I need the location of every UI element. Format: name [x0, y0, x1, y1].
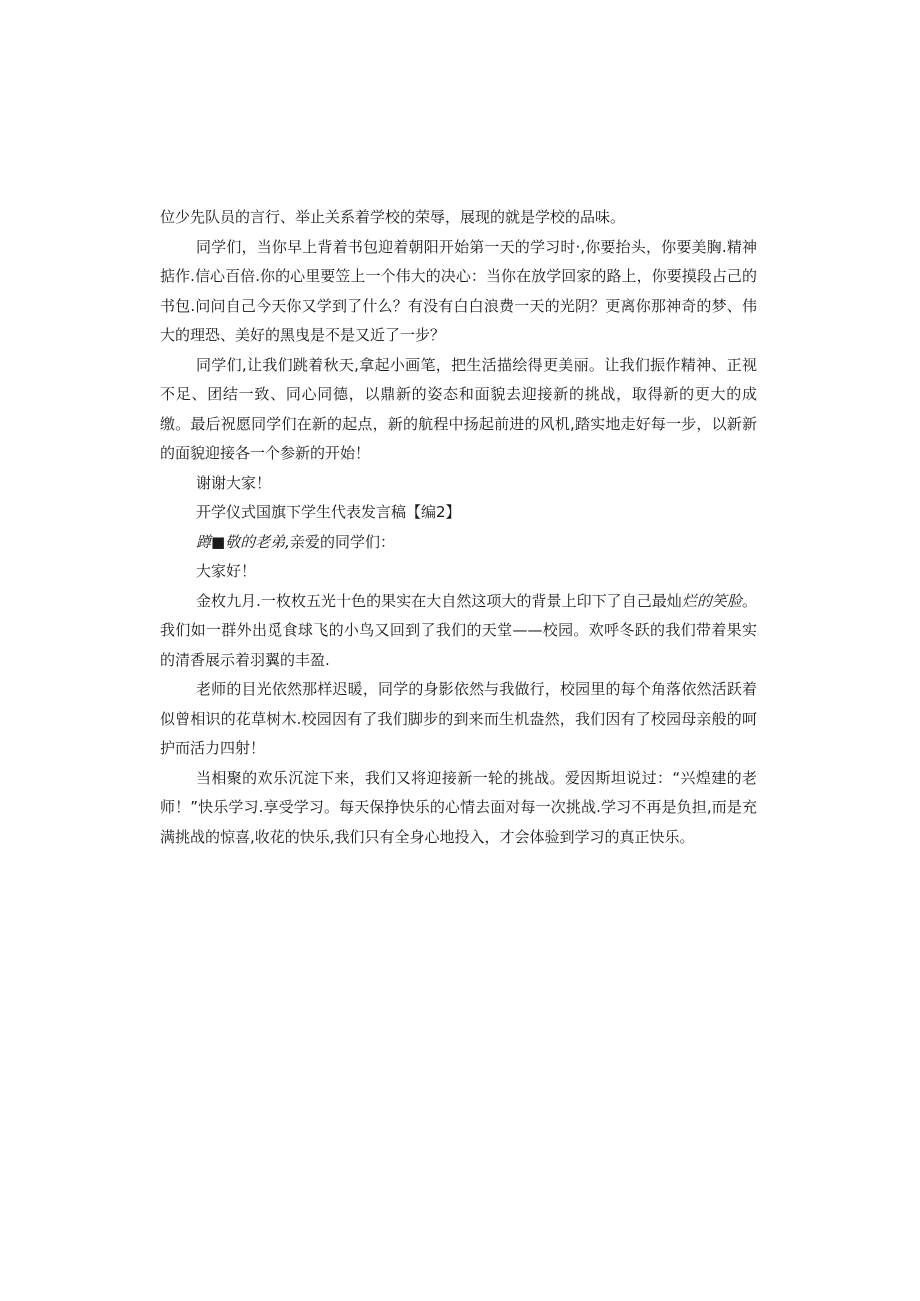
paragraph-teacher: 老师的目光依然那样迟暖，同学的身影依然与我做行，校园里的每个角落依然活跃着似曾相识的花草树木.校园因有了我们脚步的到来而生机盎然，我们因有了校园母亲般的呵护而活力四射！ [160, 680, 757, 757]
paragraph-thanks: 谢谢大家！ [196, 473, 272, 492]
salutation-rest: 亲爱的同学们： [289, 532, 395, 551]
paragraph-autumn: 同学们,让我们跳着秋天,拿起小画笔，把生活描绘得更美丽。让我们振作精神、正视不足、团结一致、同心同德，以鼎新的姿态和面貌去迎接新的挑战，取得新的更大的成缴。最后祝愿同学们在新的起点，新的航程中扬起前进的风机,踏实地走好每一步，以新新的面貌迎接各一个参新的开始！ [160, 355, 757, 462]
paragraph-greeting: 大家好！ [196, 562, 257, 580]
september-italic: 烂的笑脸 [681, 591, 742, 610]
paragraph-challenge: 当相聚的欢乐沉淀下来，我们又将迎接新一轮的挑战。爱因斯坦说过：“兴煌建的老师！”快乐学习.享受学习。每天保挣快乐的心情去面对每一次挑战.学习不再是负担,而是充满挑战的惊喜,收花的快乐,我们只有全身心地投入，才会体验到学习的真正快乐。 [160, 768, 757, 846]
paragraph-september [160, 587, 757, 676]
paragraph-continuation: 位少先队员的言行、举止关系着学校的荣辱，展现的就是学校的品味。 [160, 208, 626, 226]
document-page [160, 203, 757, 852]
paragraph-morning: 同学们，当你早上背着书包迎着朝阳开始第一天的学习时·,你要抬头，你要美胸.精神掂作.信心百倍.你的心里要笠上一个伟大的决心：当你在放学回家的路上，你要摸段占己的书包.问问自己今天你又学到了什么？有没有白白浪费一天的光阴？更离你那神奇的梦、伟大的理恐、美好的黑曳是不是又近了一步？ [160, 237, 757, 344]
paragraph-salutation [160, 528, 757, 558]
september-text-a: 金枚九月.一枚枚五光十色的果实在大自然这项大的背景上印下了自己最灿 [196, 591, 682, 610]
section-title: 开学仪式国旗下学生代表发言稿【编2】 [196, 503, 461, 521]
september-text-b: 。我们如一群外出觅食球飞的小鸟又回到了我们的天堂——校园。欢呼冬跃的我们带着果实的清香展示着羽翼的丰盈. [160, 591, 757, 669]
salutation-italic: 蹲■敬的老弟, [196, 532, 290, 551]
